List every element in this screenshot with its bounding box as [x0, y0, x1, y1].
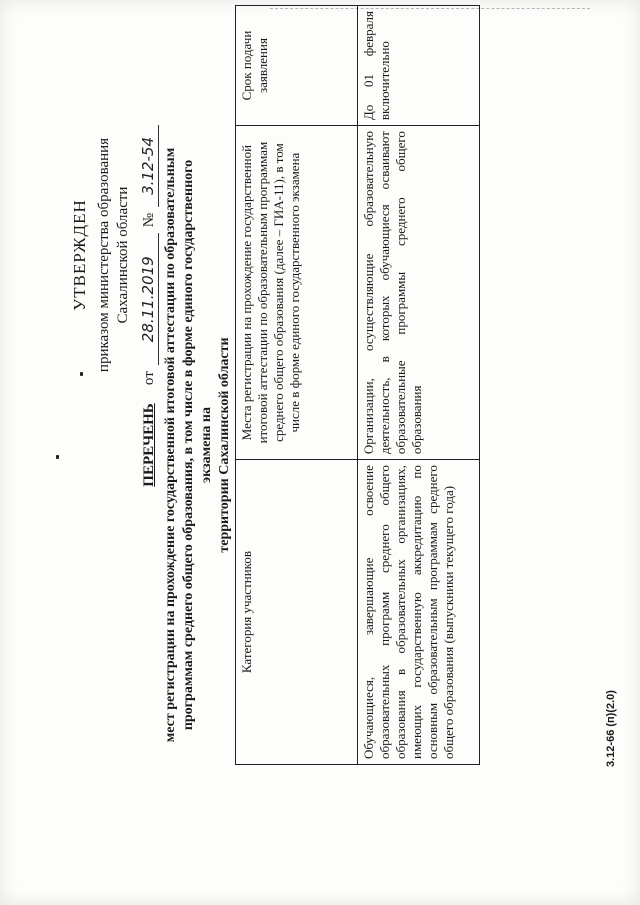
document-heading: [140, 135, 234, 755]
approval-number: 3.12-54: [139, 125, 159, 207]
approval-line-1: приказом министерства образования: [96, 137, 112, 373]
header-deadline: Срок подачи заявления: [236, 6, 358, 126]
cell-places: Организации, осуществляющие образовательную деятельность, в которых обучающиеся осваивают образовательные программы среднего общего образования: [358, 126, 480, 460]
cell-category: Обучающиеся, завершающие освоение образовательных программ среднего общего образования в образовательных организациях, имеющих государственную аккредитацию по основным образовательным программам среднего общего образования (выпускники текущего года): [358, 460, 480, 765]
header-places: Места регистрации на прохождение государственной итоговой аттестации по образовательным программам среднего общего образования (далее – ГИА-11), в том числе в форме единого государственного экзамена: [236, 126, 358, 460]
heading-line-2: программам среднего общего образования, в том числе в форме единого государственного экзамена на: [181, 159, 214, 731]
approval-date: 28.11.2019: [139, 233, 159, 365]
document-title: ПЕРЕЧЕНЬ: [141, 403, 157, 487]
approval-title: УТВЕРЖДЕН: [70, 199, 89, 311]
number-prefix: №: [141, 212, 157, 228]
approval-line-2: Сахалинской области: [115, 186, 131, 324]
date-prefix: от: [141, 371, 157, 386]
cell-deadline: До 01 февраля включительно: [358, 6, 480, 126]
heading-line-3: территории Сахалинской области: [217, 337, 232, 553]
table-row: [358, 6, 480, 765]
registration-table: [235, 5, 480, 765]
table-header-row: [236, 6, 358, 765]
heading-line-1: мест регистрации на прохождение государственной итоговой аттестации по образовательным: [163, 147, 178, 743]
document-code: 3.12-66 (п)(2.0): [605, 690, 617, 767]
header-category: Категория участников: [236, 460, 358, 765]
